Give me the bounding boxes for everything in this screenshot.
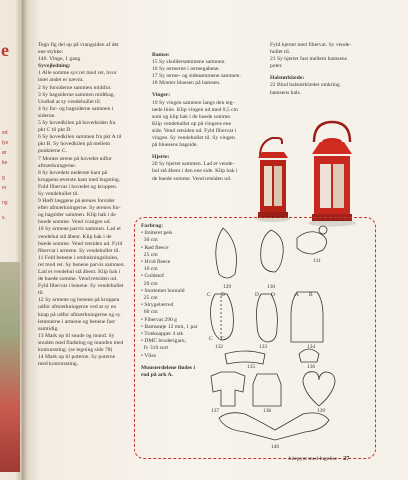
material-item: • Hvid fleece xyxy=(141,259,171,266)
instruction-line: Undlad at sy vendehullet til. xyxy=(38,98,102,105)
material-item: 20 cm xyxy=(141,280,158,287)
point-label-d: D xyxy=(221,292,225,298)
page-number: 27 xyxy=(343,455,350,462)
materials-note-line-2: rod på ark A. xyxy=(141,372,173,379)
section-heading: Vinger: xyxy=(152,92,171,99)
left-page-fragment: ør xyxy=(2,150,7,156)
instruction-line: 2 Sy forsiderne sammen midtfor. xyxy=(38,84,112,91)
instruction-line: pkt B. Sy hovedkilen på mellem xyxy=(38,141,111,148)
instruction-line: 14 Mark op til poterne. Sy poterne xyxy=(38,354,116,361)
point-label-c: C xyxy=(209,336,213,342)
material-item: • Fibervat 290 g xyxy=(141,316,177,323)
point-label-a: A xyxy=(295,292,299,298)
instruction-line: 18 Monter bluesen på bamsen. xyxy=(152,80,221,87)
instruction-line: hul stå åbent i den ene side. Klip hak i xyxy=(152,168,238,175)
materials-list xyxy=(141,223,199,379)
instruction-line: Sy vendehullet til. xyxy=(38,190,79,197)
instruction-line: 13 Mark op til snude og mund. Sy xyxy=(38,332,115,339)
pattern-label: 140 xyxy=(271,444,280,450)
instruction-line: Fyld fibervat i benene. Sy vendehullet xyxy=(38,283,124,290)
instruction-line: nede linie. Klip vingen ud med 0,5 cm xyxy=(152,106,238,113)
pattern-label: 138 xyxy=(263,408,272,414)
left-page-fragment: er xyxy=(2,185,7,191)
instruction-line: 22 Bind halstørklædet omkring xyxy=(270,82,340,89)
materials-items xyxy=(141,230,199,360)
instruction-line: ene stykke: xyxy=(38,49,64,56)
section-heading: Bamse: xyxy=(152,52,170,58)
pattern-label: 130 xyxy=(267,284,276,290)
point-label-c: C xyxy=(207,292,211,298)
instruction-line: 5 Sy hovedkilen på hovedsiden fra xyxy=(38,120,116,127)
instruction-line: 19 Sy vingen sammen langs den teg- xyxy=(152,99,235,106)
instructions-column-3 xyxy=(270,42,370,97)
instruction-line: 15 Sy skuldersømmene sammen. xyxy=(152,59,226,66)
instruction-line: som og klip hak i de buede somme. xyxy=(152,113,232,120)
previous-page-edge xyxy=(0,0,22,480)
left-page-fragment: g xyxy=(2,175,5,181)
pattern-label: 132 xyxy=(215,344,224,350)
pattern-label: 135 xyxy=(247,364,256,370)
instruction-line: kroppens øverste kant med bugsting. xyxy=(38,176,121,183)
pattern-129 xyxy=(216,228,237,278)
pattern-label: 131 xyxy=(313,258,322,264)
instruction-line: Fold fibervat i hovedet og kroppen. xyxy=(38,183,118,190)
instruction-line: 20 Sy hjertet sammen. Lad et vende- xyxy=(152,161,235,168)
left-page-letter: e xyxy=(1,40,9,60)
instruction-line: 4 Sy for- og bagsiderne sammen i xyxy=(38,105,114,112)
left-page-fragment: ed xyxy=(2,130,8,136)
pattern-137 xyxy=(211,372,245,406)
instruction-line: hullet til. xyxy=(270,49,291,56)
material-item: • Stortemet bomuld xyxy=(141,287,185,294)
instruction-line: med konturssting. xyxy=(38,361,79,368)
instruction-line: poter. xyxy=(270,63,283,70)
instruction-line: intet andet er nævnt. xyxy=(38,77,84,84)
pattern-132 xyxy=(211,294,234,340)
instruction-line: buede somme. Vend retsiden ud. Fyld xyxy=(38,240,123,247)
instruction-line: Tegn fig del op på vrangsiden af det xyxy=(38,42,119,48)
instruction-line: 8 Sy hovedets nederste kant på xyxy=(38,169,108,176)
material-item: 30 cm xyxy=(141,237,158,244)
instruction-line: efter afmærkningerne. Sy ørenes for- xyxy=(38,205,121,212)
instruction-line: 17 Sy ærme- og sidesømmene sammen. xyxy=(152,73,241,80)
instruction-line: snuden med fladsting og munden med xyxy=(38,339,124,346)
instruction-line: bamsens hals. xyxy=(270,89,302,96)
instruction-line: pkt C til pkt D. xyxy=(38,127,72,134)
instruction-line: de buede somme. Vend retsiden ud. xyxy=(38,276,118,283)
instruction-line: udfor afmærkningerne ved at sy en xyxy=(38,304,117,311)
instruction-line: de buede somme. Vend retsiden ud. xyxy=(152,175,232,182)
instruction-line: samtidig. xyxy=(38,325,59,332)
instruction-line: 1 Alle somme sys ret mod ret, hvor xyxy=(38,70,117,77)
materials-pattern-box xyxy=(134,217,376,459)
instruction-line: 9 Hæft læggene på ørenes forsider xyxy=(38,198,115,205)
instruction-line: 16 Sy ærmerne i ærmegabene. xyxy=(152,66,220,73)
instruction-line: side. Vend retsiden ud. Fyld fibervat i xyxy=(152,127,237,134)
instruction-line: Klip vendehullet op på vingens ene xyxy=(152,120,232,127)
instruction-line: 6 Sy hovedkilen sammen fra pkt A til xyxy=(38,134,122,141)
material-item: 10 cm xyxy=(141,266,158,273)
instruction-line: punkterne C. xyxy=(38,148,67,155)
pattern-134 xyxy=(291,292,323,342)
left-page-fragment: ng xyxy=(2,200,8,206)
materials-note-line-1: Monsterdelene findes i xyxy=(141,364,196,371)
pattern-139 xyxy=(303,372,335,406)
instruction-line: vingen. Sy vendehullet til. Sy vingen xyxy=(152,135,235,142)
material-item: • Imiteret pels xyxy=(141,230,173,237)
pattern-133 xyxy=(257,294,278,342)
material-item: • Vlies xyxy=(141,352,157,359)
instruction-line: Lad et vendehul stå åbent. Klip hak i xyxy=(38,269,121,275)
material-item: • Strygelærred xyxy=(141,302,174,309)
pattern-label: 137 xyxy=(211,408,220,414)
pattern-label: 133 xyxy=(259,344,268,350)
section-heading: Hjerte: xyxy=(152,154,170,161)
section-heading: Syvejledning: xyxy=(38,63,71,70)
instruction-line: afmærkningerne. xyxy=(38,162,77,169)
pattern-label: 134 xyxy=(307,344,316,350)
pattern-138 xyxy=(253,374,281,406)
instruction-line: 7 Monter ørene på hovedet udfor xyxy=(38,155,112,162)
material-item: 25 cm xyxy=(141,295,158,302)
left-page-photo xyxy=(0,262,20,472)
material-item: • Bamseøje 12 mm, 1 par xyxy=(141,323,198,330)
instruction-line: på bluesens bagside. xyxy=(152,142,198,149)
instruction-line: vendehul stå åbent. Klip hak i de xyxy=(38,233,112,240)
instruction-line: Fyld hjertet med fibervat. Sy vende- xyxy=(270,42,352,48)
instruction-line: fibervat i armene. Sy vendehullet til. xyxy=(38,247,120,254)
pattern-label: 139 xyxy=(317,408,326,414)
material-item: fv 310 sort xyxy=(141,345,169,352)
materials-title: Forbrug: xyxy=(141,223,164,229)
material-item: 25 cm xyxy=(141,251,158,258)
material-item: • Guldstof xyxy=(141,273,164,280)
pattern-130 xyxy=(261,230,284,272)
binding-shadow xyxy=(22,0,28,480)
pattern-131 xyxy=(297,232,327,254)
instruction-line: 12 Sy armene og benene på kroppen xyxy=(38,297,120,304)
material-item: 60 cm xyxy=(141,309,158,316)
instruction-line: knap på udfor afmærkningerne og sy xyxy=(38,311,121,318)
material-item: • Rød fleece xyxy=(141,244,169,251)
material-item: • DMC broderigarn, xyxy=(141,338,186,345)
instruction-line: ret mod ret. Sy benene parvis sammen. xyxy=(38,261,125,268)
instruction-line: 3 Sy bagsiderne sammen midtbag. xyxy=(38,91,115,98)
pattern-135 xyxy=(225,351,265,364)
instruction-line: til. xyxy=(38,290,45,297)
pattern-shapes xyxy=(205,224,373,454)
instruction-line: 21 Sy hjertet fast mellem bamsens xyxy=(270,56,347,63)
page-footer xyxy=(288,455,349,462)
left-page-fragment: ke xyxy=(2,160,8,166)
instruction-line: 140. Vinge, 1 gang xyxy=(38,56,81,63)
instruction-line: og bagsider sammen. Klip hak i de xyxy=(38,212,116,219)
section-heading: Halstørklæde: xyxy=(270,75,305,82)
left-page-fragment: s. xyxy=(2,215,6,221)
pattern-136 xyxy=(299,349,319,362)
left-page-fragment: lys xyxy=(2,140,9,146)
book-title: Julepynt med Ingelise xyxy=(288,456,338,462)
instruction-line: 11 Fold benene i ombukningslinien, xyxy=(38,254,119,261)
point-label-d: D xyxy=(255,292,259,298)
point-label-d: D xyxy=(271,292,275,298)
point-label-b: B xyxy=(309,292,313,298)
material-item: • Træknapper 4 stk xyxy=(141,331,184,338)
pattern-label: 136 xyxy=(307,364,316,370)
large-lantern xyxy=(308,122,356,227)
instruction-line: konturssting. (se tegning side 78) xyxy=(38,347,113,354)
lanterns-photo xyxy=(250,116,370,228)
pattern-label: 129 xyxy=(223,284,232,290)
instruction-line: 10 Sy armene parvis sammen. Lad et xyxy=(38,226,121,233)
instruction-line: siderne. xyxy=(38,112,56,119)
point-label-c: C xyxy=(221,336,225,342)
instruction-line: buede somme. Vend vrangen ud. xyxy=(38,219,111,226)
pattern-140 xyxy=(219,413,329,440)
small-lantern xyxy=(256,138,290,222)
instruction-line: lemmerne i armene og benene fast xyxy=(38,318,115,325)
